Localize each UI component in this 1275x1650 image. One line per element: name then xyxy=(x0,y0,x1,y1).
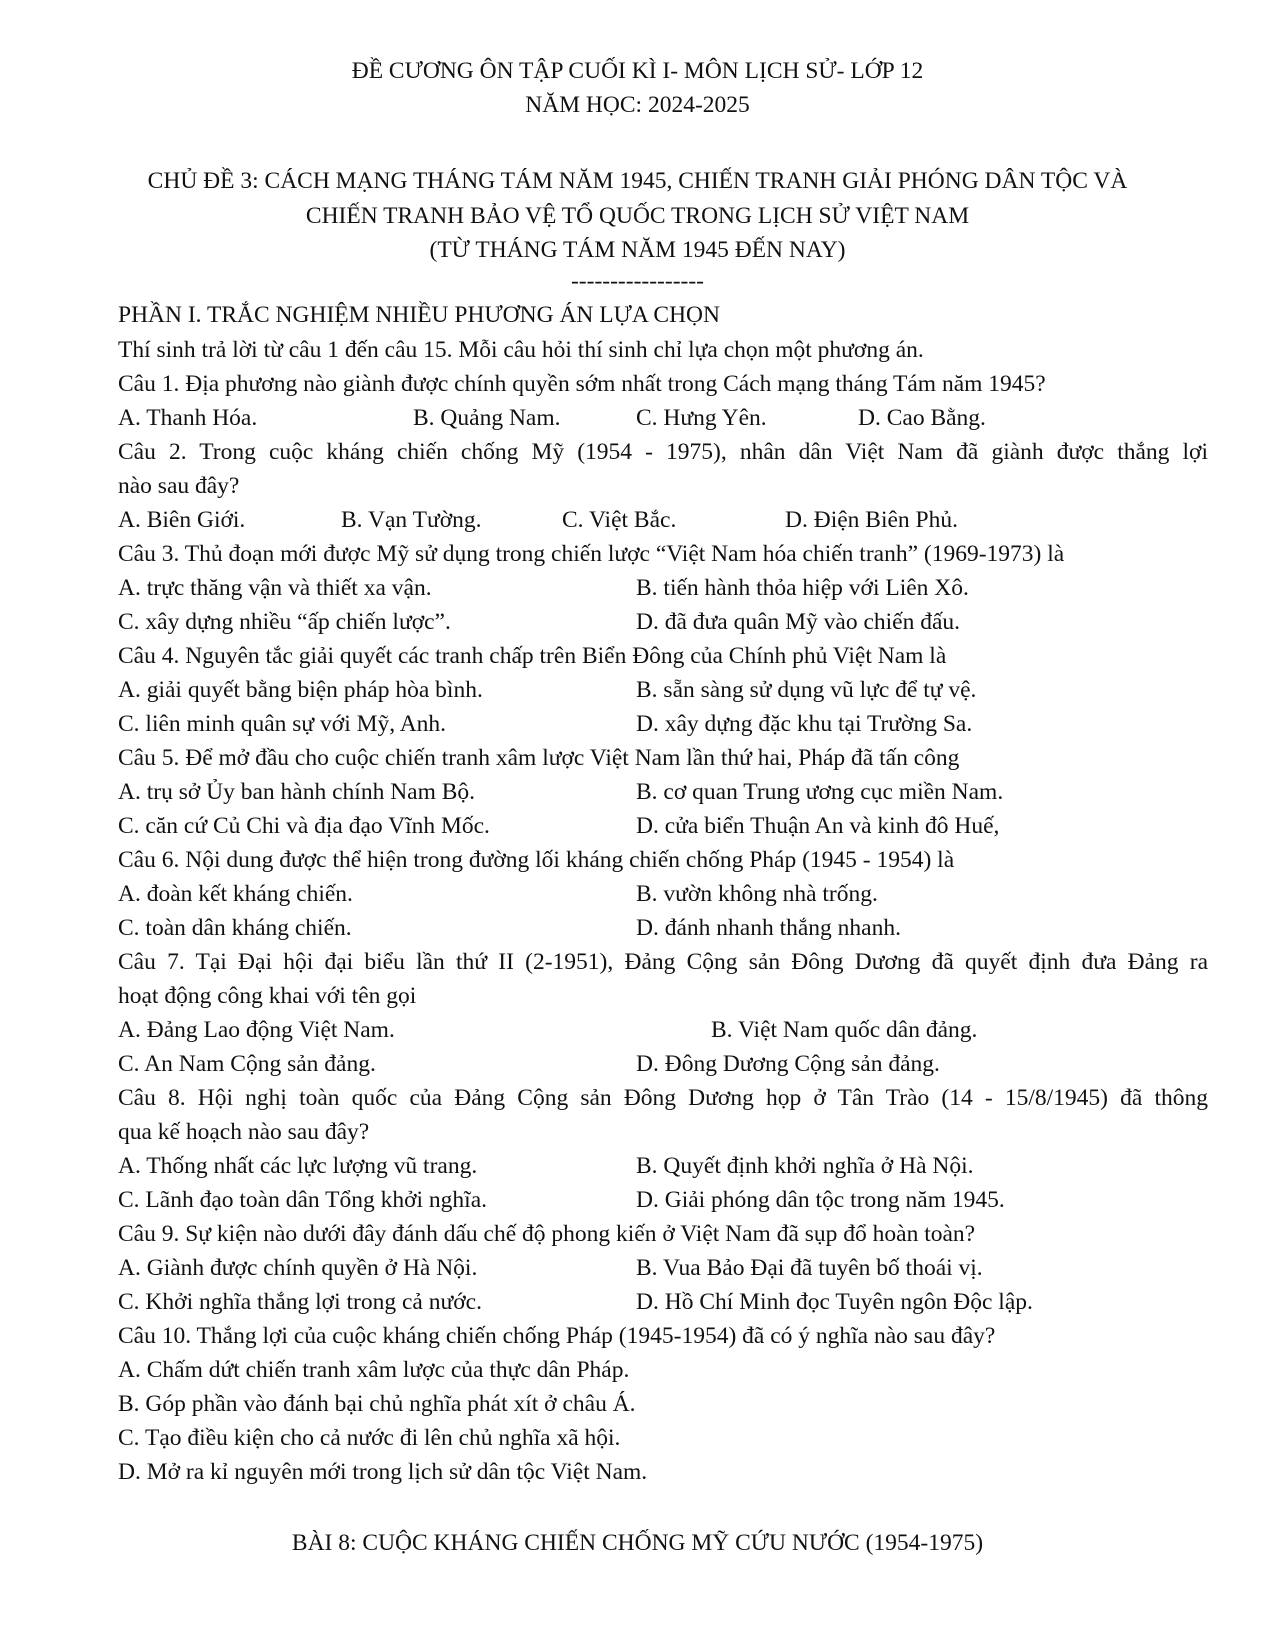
question-6-option-b: B. vườn không nhà trống. xyxy=(636,881,878,907)
question-1-option-c: C. Hưng Yên. xyxy=(636,405,767,431)
question-1-option-a: A. Thanh Hóa. xyxy=(118,405,258,431)
question-7-continued: hoạt động công khai với tên gọi xyxy=(118,983,417,1009)
question-8-continued: qua kế hoạch nào sau đây? xyxy=(118,1119,370,1145)
question-6-option-a: A. đoàn kết kháng chiến. xyxy=(118,881,353,907)
question-2-continued: nào sau đây? xyxy=(118,473,240,499)
question-7-option-b: B. Việt Nam quốc dân đảng. xyxy=(711,1017,978,1043)
question-10-option-a: A. Chấm dứt chiến tranh xâm lược của thực dân Pháp. xyxy=(118,1357,630,1383)
question-7-option-c: C. An Nam Cộng sản đảng. xyxy=(118,1051,376,1077)
question-5: Câu 5. Để mở đầu cho cuộc chiến tranh xâm lược Việt Nam lần thứ hai, Pháp đã tấn công xyxy=(118,745,960,771)
question-3-option-d: D. đã đưa quân Mỹ vào chiến đấu. xyxy=(636,609,961,635)
question-3-option-c: C. xây dựng nhiều “ấp chiến lược”. xyxy=(118,609,451,635)
lesson-title: BÀI 8: CUỘC KHÁNG CHIẾN CHỐNG MỸ CỨU NƯỚC (1954-1975) xyxy=(291,1530,984,1556)
question-3: Câu 3. Thủ đoạn mới được Mỹ sử dụng trong chiến lược “Việt Nam hóa chiến tranh” (1969-1973) là xyxy=(118,541,1065,567)
document-title: ĐỀ CƯƠNG ÔN TẬP CUỐI KÌ I- MÔN LỊCH SỬ- LỚP 12 xyxy=(351,58,924,84)
question-10-option-c: C. Tạo điều kiện cho cả nước đi lên chủ nghĩa xã hội. xyxy=(118,1425,621,1451)
question-7-option-d: D. Đông Dương Cộng sản đảng. xyxy=(636,1051,940,1077)
question-5-option-b: B. cơ quan Trung ương cục miền Nam. xyxy=(636,779,1004,805)
question-4-option-a: A. giải quyết bằng biện pháp hòa bình. xyxy=(118,677,483,703)
question-2-option-b: B. Vạn Tường. xyxy=(341,507,482,533)
question-8-option-b: B. Quyết định khởi nghĩa ở Hà Nội. xyxy=(636,1153,974,1179)
question-7: Câu 7. Tại Đại hội đại biểu lần thứ II (2-1951), Đảng Cộng sản Đông Dương đã quyết định đưa Đảng ra xyxy=(118,949,1208,975)
question-4-option-b: B. sẵn sàng sử dụng vũ lực để tự vệ. xyxy=(636,677,977,703)
question-6: Câu 6. Nội dung được thể hiện trong đường lối kháng chiến chống Pháp (1945 - 1954) là xyxy=(118,847,955,873)
question-8-option-c: C. Lãnh đạo toàn dân Tổng khởi nghĩa. xyxy=(118,1187,488,1213)
instruction-text: Thí sinh trả lời từ câu 1 đến câu 15. Mỗi câu hỏi thí sinh chỉ lựa chọn một phương án. xyxy=(118,337,924,363)
question-8-option-d: D. Giải phóng dân tộc trong năm 1945. xyxy=(636,1187,1005,1213)
question-4-option-d: D. xây dựng đặc khu tại Trường Sa. xyxy=(636,711,973,737)
question-1-option-d: D. Cao Bằng. xyxy=(858,405,986,431)
topic-title-line-1: CHỦ ĐỀ 3: CÁCH MẠNG THÁNG TÁM NĂM 1945, CHIẾN TRANH GIẢI PHÓNG DÂN TỘC VÀ xyxy=(147,168,1128,194)
question-10-option-b: B. Góp phần vào đánh bại chủ nghĩa phát xít ở châu Á. xyxy=(118,1391,636,1417)
question-6-option-d: D. đánh nhanh thắng nhanh. xyxy=(636,915,901,941)
question-7-option-a: A. Đảng Lao động Việt Nam. xyxy=(118,1017,395,1043)
question-8: Câu 8. Hội nghị toàn quốc của Đảng Cộng sản Đông Dương họp ở Tân Trào (14 - 15/8/1945) đã thông xyxy=(118,1085,1208,1111)
question-6-option-c: C. toàn dân kháng chiến. xyxy=(118,915,352,941)
question-5-option-c: C. căn cứ Củ Chi và địa đạo Vĩnh Mốc. xyxy=(118,813,490,839)
question-1-option-b: B. Quảng Nam. xyxy=(413,405,561,431)
question-2-option-d: D. Điện Biên Phủ. xyxy=(785,507,958,533)
question-2: Câu 2. Trong cuộc kháng chiến chống Mỹ (1954 - 1975), nhân dân Việt Nam đã giành được thắng lợi xyxy=(118,439,1208,465)
part-heading: PHẦN I. TRẮC NGHIỆM NHIỀU PHƯƠNG ÁN LỰA CHỌN xyxy=(118,302,720,328)
question-9-option-b: B. Vua Bảo Đại đã tuyên bố thoái vị. xyxy=(636,1255,983,1281)
question-9-option-c: C. Khởi nghĩa thắng lợi trong cả nước. xyxy=(118,1289,482,1315)
question-4: Câu 4. Nguyên tắc giải quyết các tranh chấp trên Biển Đông của Chính phủ Việt Nam là xyxy=(118,643,947,669)
question-9: Câu 9. Sự kiện nào dưới đây đánh dấu chế độ phong kiến ở Việt Nam đã sụp đổ hoàn toàn? xyxy=(118,1221,976,1247)
topic-title-line-3: (TỪ THÁNG TÁM NĂM 1945 ĐẾN NAY) xyxy=(429,237,846,263)
question-3-option-a: A. trực thăng vận và thiết xa vận. xyxy=(118,575,432,601)
question-8-option-a: A. Thống nhất các lực lượng vũ trang. xyxy=(118,1153,478,1179)
question-2-option-a: A. Biên Giới. xyxy=(118,507,246,533)
question-5-option-d: D. cửa biển Thuận An và kinh đô Huế, xyxy=(636,813,1000,839)
topic-title-line-2: CHIẾN TRANH BẢO VỆ TỔ QUỐC TRONG LỊCH SỬ VIỆT NAM xyxy=(305,203,970,229)
question-10-option-d: D. Mở ra kỉ nguyên mới trong lịch sử dân tộc Việt Nam. xyxy=(118,1459,648,1485)
question-1: Câu 1. Địa phương nào giành được chính quyền sớm nhất trong Cách mạng tháng Tám năm 1945? xyxy=(118,371,1046,397)
question-9-option-a: A. Giành được chính quyền ở Hà Nội. xyxy=(118,1255,478,1281)
question-10: Câu 10. Thắng lợi của cuộc kháng chiến chống Pháp (1945-1954) đã có ý nghĩa nào sau đây? xyxy=(118,1323,996,1349)
question-4-option-c: C. liên minh quân sự với Mỹ, Anh. xyxy=(118,711,447,737)
question-9-option-d: D. Hồ Chí Minh đọc Tuyên ngôn Độc lập. xyxy=(636,1289,1033,1315)
school-year: NĂM HỌC: 2024-2025 xyxy=(525,92,750,118)
question-5-option-a: A. trụ sở Ủy ban hành chính Nam Bộ. xyxy=(118,779,476,805)
question-3-option-b: B. tiến hành thỏa hiệp với Liên Xô. xyxy=(636,575,969,601)
divider: ----------------- xyxy=(570,268,705,294)
question-2-option-c: C. Việt Bắc. xyxy=(562,507,677,533)
